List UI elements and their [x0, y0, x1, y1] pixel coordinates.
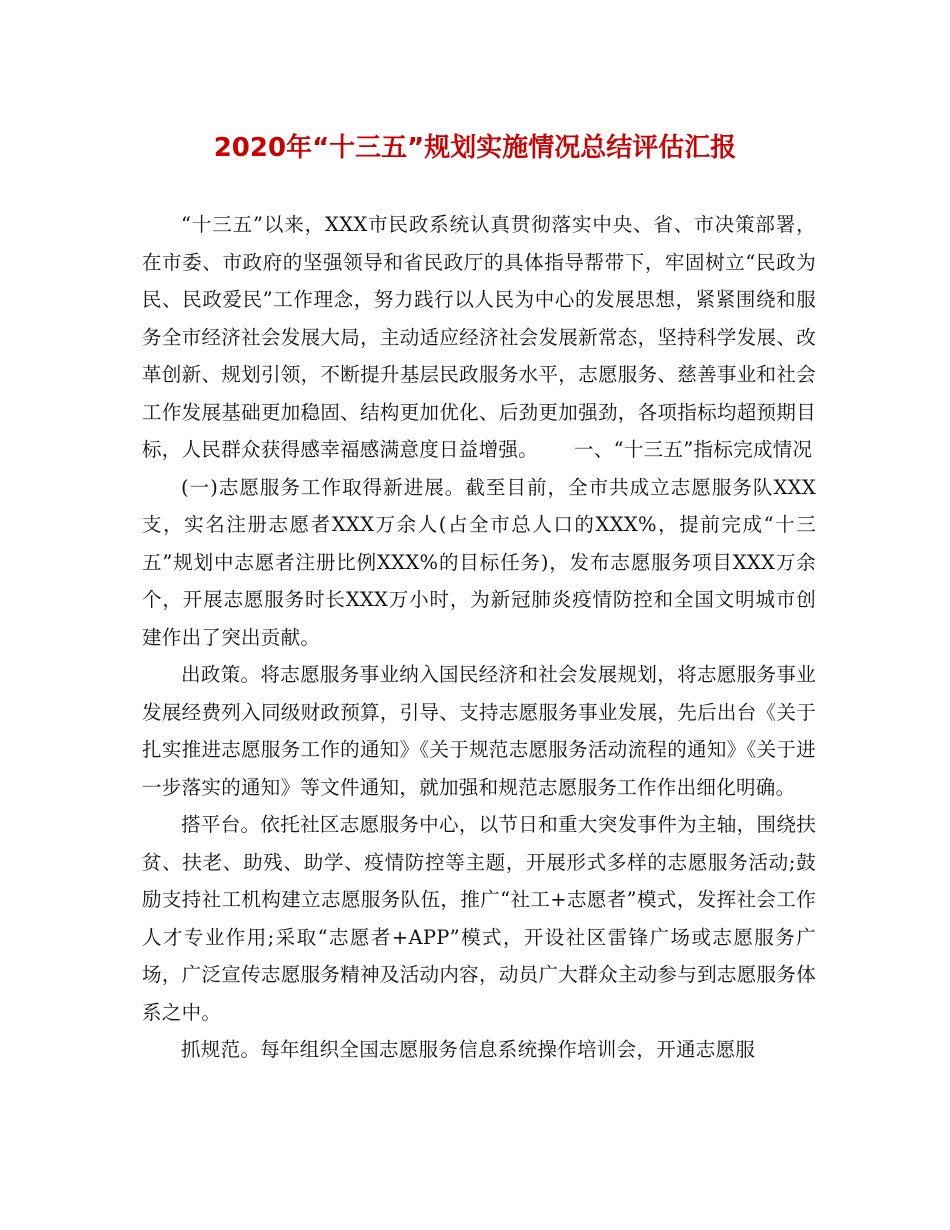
paragraph-platform: 搭平台。依托社区志愿服务中心，以节日和重大突发事件为主轴，围绕扶贫、扶老、助残、助学、疫情防控等主题，开展形式多样的志愿服务活动;鼓励支持社工机构建立志愿服务队伍，推广“社工+志愿者”模式，发挥社会工作人才专业作用;采取“志愿者+APP”模式，开设社区雷锋广场或志愿服务广场，广泛宣传志愿服务精神及活动内容，动员广大群众主动参与到志愿服务体系之中。 — [142, 813, 816, 1024]
intro-paragraph — [142, 206, 816, 469]
intro-text: “十三五”以来，XXX市民政系统认真贯彻落实中央、省、市决策部署，在市委、市政府的坚强领导和省民政厅的具体指导帮带下，牢固树立“民政为民、民政爱民”工作理念，努力践行以人民为中心的发展思想，紧紧围绕和服务全市经济社会发展大局，主动适应经济社会发展新常态，坚持科学发展、改革创新、规划引领，不断提升基层民政服务水平，志愿服务、慈善事业和社会工作发展基础更加稳固、结构更加优化、后劲更加强劲，各项指标均超预期目标，人民群众获得感幸福感满意度日益增强。 — [142, 213, 816, 461]
document-body — [142, 206, 816, 1069]
paragraph-policy: 出政策。将志愿服务事业纳入国民经济和社会发展规划，将志愿服务事业发展经费列入同级财政预算，引导、支持志愿服务事业发展，先后出台《关于扎实推进志愿服务工作的通知》《关于规范志愿服务活动流程的通知》《关于进一步落实的通知》等文件通知，就加强和规范志愿服务工作作出细化明确。 — [142, 663, 816, 799]
section-heading: 一、“十三五”指标完成情况 — [574, 438, 813, 461]
paragraph-volunteer-progress: (一)志愿服务工作取得新进展。截至目前，全市共成立志愿服务队XXX支，实名注册志愿者XXX万余人(占全市总人口的XXX%，提前完成“十三五”规划中志愿者注册比例XXX%的目标任务)，发布志愿服务项目XXX万余个，开展志愿服务时长XXX万小时，为新冠肺炎疫情防控和全国文明城市创建作出了突出贡献。 — [142, 475, 816, 649]
paragraph-standardize: 抓规范。每年组织全国志愿服务信息系统操作培训会，开通志愿服 — [181, 1038, 756, 1061]
document-title: 2020年“十三五”规划实施情况总结评估汇报 — [213, 133, 737, 163]
